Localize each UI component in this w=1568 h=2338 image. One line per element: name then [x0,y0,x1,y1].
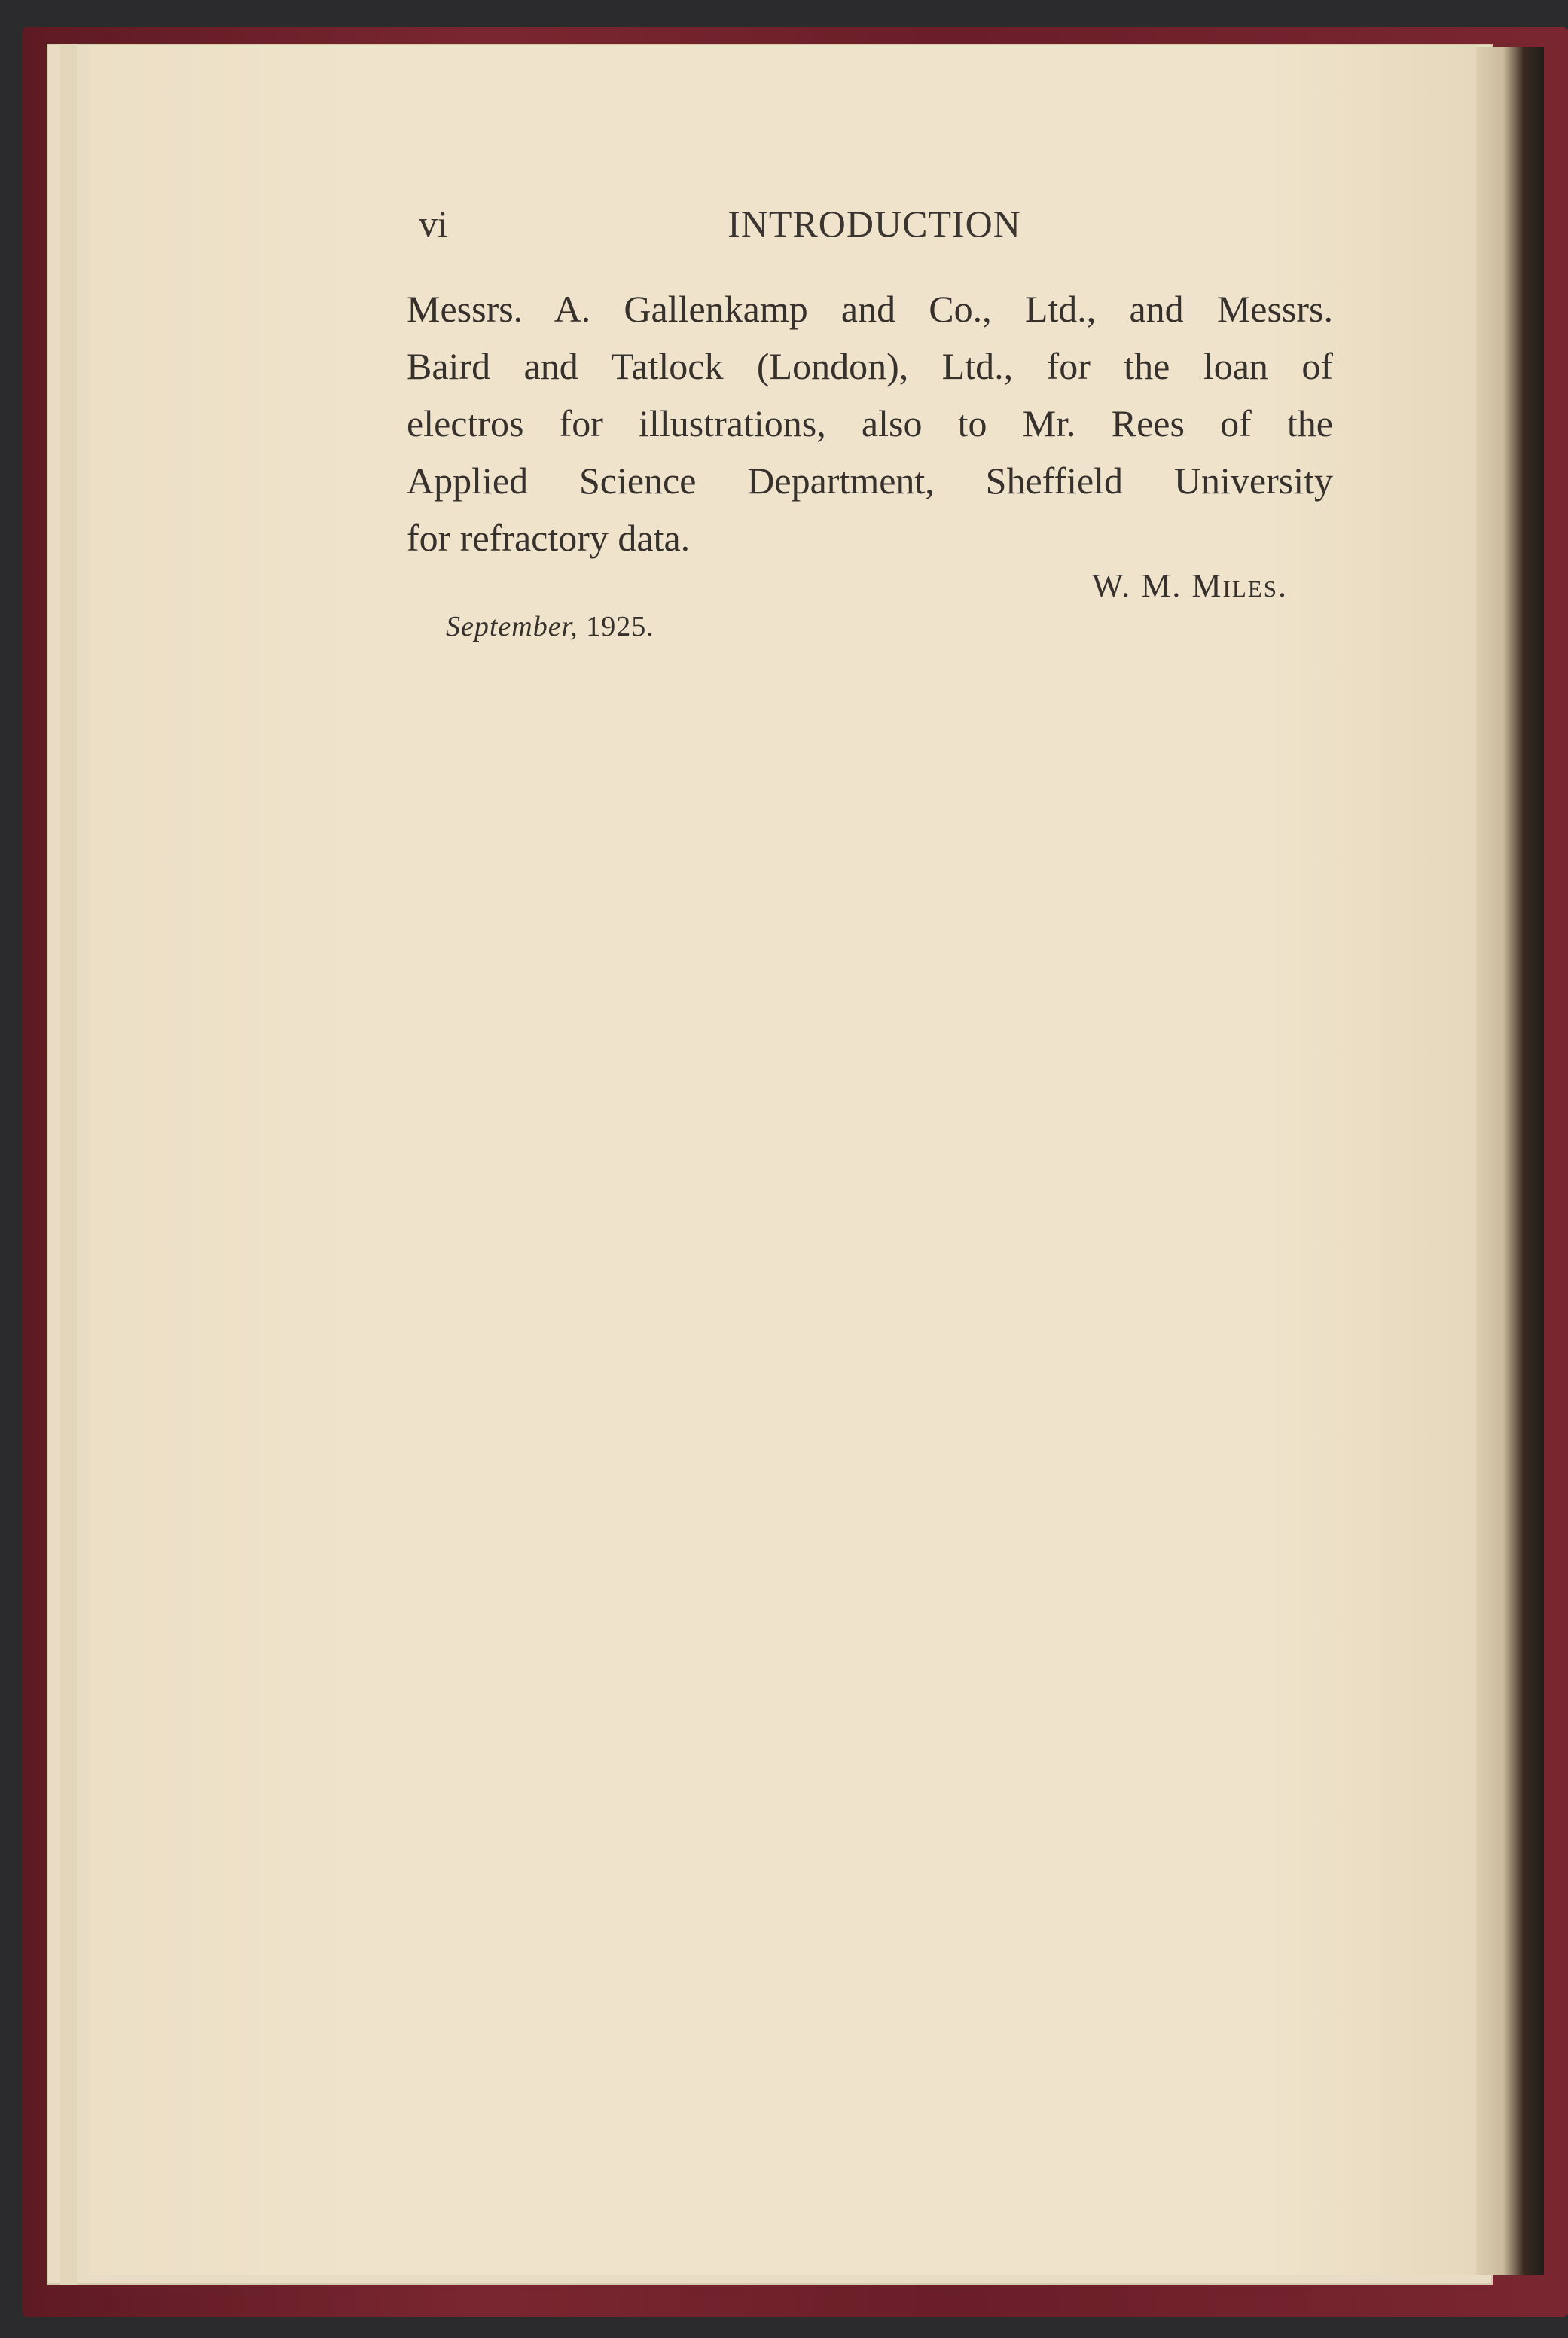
body-line: Messrs. A. Gallenkamp and Co., Ltd., and Messrs. [407,288,1333,330]
dateline [446,610,654,643]
dateline-month: September, [446,611,578,642]
body-paragraph [407,280,1333,566]
body-line: Baird and Tatlock (London), Ltd., for the loan of [407,345,1333,387]
body-line: electros for illustrations, also to Mr. Rees of the [407,402,1333,444]
body-line: for refractory data. [407,517,691,559]
author-signature: W. M. Miles. [1091,567,1288,604]
page-number: vi [419,203,448,245]
dateline-year: 1925. [586,611,654,642]
page-gutter [1476,47,1544,2275]
running-head [419,202,1330,247]
body-line: Applied Science Department, Sheffield University [407,459,1333,502]
chapter-title: INTRODUCTION [728,203,1021,245]
